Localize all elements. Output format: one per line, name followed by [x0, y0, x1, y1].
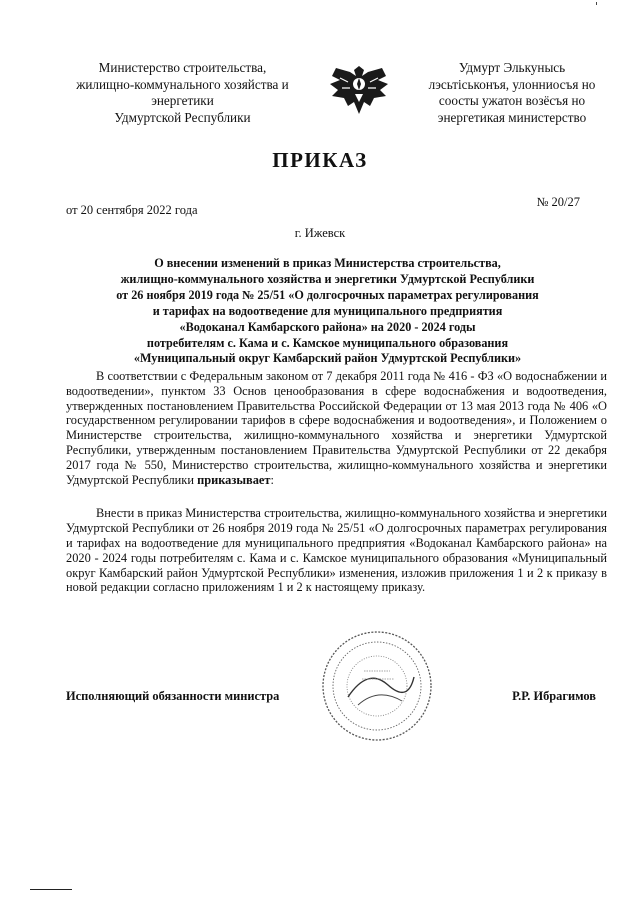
- document-subject: [70, 256, 585, 367]
- subject-line: «Муниципальный округ Камбарский район Удмуртской Республики»: [133, 351, 522, 366]
- udmurt-emblem-icon: [326, 60, 392, 120]
- document-number: № 20/27: [536, 195, 580, 209]
- official-seal-stamp: [318, 627, 436, 745]
- signatory-title: Исполняющий обязанности министра: [66, 689, 280, 703]
- preamble-colon: :: [270, 472, 274, 487]
- order-paragraph: Внести в приказ Министерства строительства, жилищно-коммунального хозяйства и энергетики Удмуртской Республики от 26 ноября 2019 года № 25/51 «О долгосрочных параметрах регулирования и тарифах на водоотведение для муниципального предприятия «Водоканал Камбарского района» на 2020 - 2024 годы потребителям с. Кама и с. Камское муниципального образования «Муниципальный округ Камбарский район Удмуртской Республики» изменения, изложив приложения 1 и 2 к приказу в новой редакции согласно приложениям 1 и 2 к настоящему приказу.: [66, 506, 607, 595]
- header-left-line: жилищно-коммунального хозяйства и: [76, 76, 289, 92]
- subject-line: «Водоканал Камбарского района» на 2020 - 2024 годы: [179, 319, 476, 334]
- subject-line: потребителям с. Кама и с. Камское муниципального образования: [146, 335, 509, 350]
- document-city: г. Ижевск: [294, 226, 346, 240]
- header-right-line: энергетикая министерство: [437, 109, 587, 125]
- ministry-name-udmurt: [402, 60, 622, 126]
- order-keyword: приказывает: [197, 472, 271, 487]
- ministry-name-russian: [40, 60, 325, 126]
- subject-line: от 26 ноября 2019 года № 25/51 «О долгосрочных параметрах регулирования: [116, 287, 539, 302]
- footer-divider: [30, 889, 72, 890]
- scan-mark: [596, 2, 597, 5]
- header-left-line: Удмуртской Республики: [114, 109, 251, 125]
- header-right-line: соосты ужатон возёсъя но: [438, 93, 586, 108]
- document-title: ПРИКАЗ: [272, 148, 368, 172]
- header-right-line: лэсьтiськонъя, улонниосъя но: [428, 76, 596, 92]
- signatory-name: Р.Р. Ибрагимов: [512, 689, 596, 703]
- subject-line: и тарифах на водоотведение для муниципального предприятия: [152, 303, 503, 318]
- header-left-line: Министерство строительства,: [98, 60, 267, 75]
- header-right-line: Удмурт Элькунысь: [458, 60, 566, 75]
- preamble-paragraph: [66, 369, 607, 487]
- subject-line: О внесении изменений в приказ Министерства строительства,: [154, 256, 501, 270]
- subject-line: жилищно-коммунального хозяйства и энергетики Удмуртской Республики: [120, 271, 535, 286]
- document-date: от 20 сентября 2022 года: [66, 203, 198, 217]
- header-left-line: энергетики: [151, 93, 214, 108]
- document-body: [66, 369, 607, 614]
- preamble-text: В соответствии с Федеральным законом от 7 декабря 2011 года № 416 - ФЗ «О водоснабжении и водоотведении», пунктом 33 Основ ценообразования в сфере водоснабжения и водоотведения, утвержденных постановлением Правительства Российской Федерации от 13 мая 2013 года № 406 «О государственном регулировании тарифов в сфере водоснабжения и водоотведения», и Положением о Министерстве строительства, жилищно-коммунального хозяйства и энергетики Удмуртской Республики, утвержденным постановлением Правительства Удмуртской Республики от 22 декабря 2017 года № 550, Министерство строительства, жилищно-коммунального хозяйства и энергетики Удмуртской Республики: [66, 369, 607, 487]
